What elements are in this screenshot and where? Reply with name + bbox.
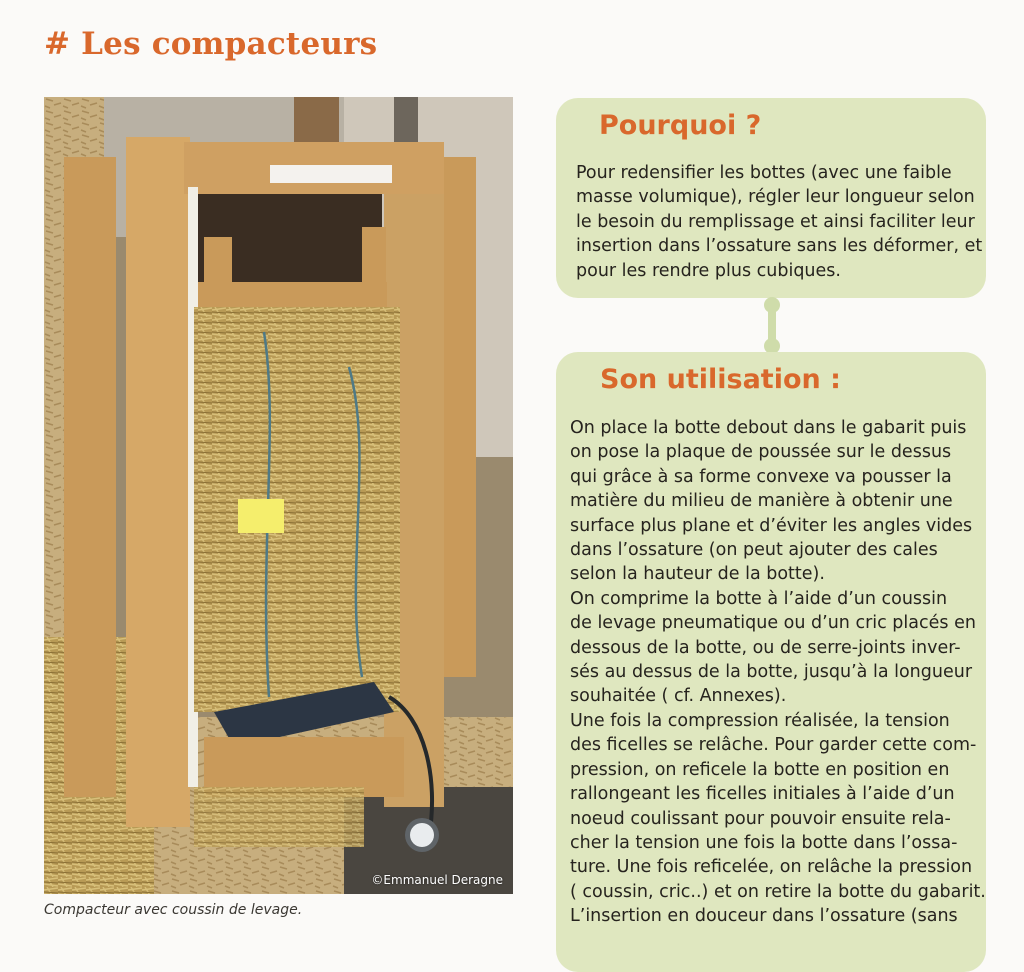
box-connector	[763, 296, 781, 356]
text-line: ture. Une fois reficelée, on relâche la pression	[570, 857, 973, 878]
text-line: insertion dans l’ossature sans les déformer, et	[576, 236, 983, 257]
page-title: # Les compacteurs	[44, 26, 378, 62]
text-line: surface plus plane et d’éviter les angles vides	[570, 515, 973, 536]
text-line: cher la tension une fois la botte dans l’ossa-	[570, 832, 958, 853]
utilisation-text	[570, 416, 985, 929]
text-line: Une fois la compression réalisée, la tension	[570, 710, 950, 731]
text-line: On place la botte debout dans le gabarit puis	[570, 418, 967, 438]
compactor-photo	[44, 97, 513, 894]
text-line: masse volumique), régler leur longueur selon	[576, 187, 975, 208]
text-line: ( coussin, cric..) et on retire la botte du gabarit.	[570, 881, 986, 902]
text-line: L’insertion en douceur dans l’ossature (sans	[570, 906, 958, 927]
text-line: selon la hauteur de la botte).	[570, 564, 825, 585]
photo-credit: ©Emmanuel Deragne	[371, 873, 503, 887]
text-line: rallongeant les ficelles initiales à l’aide d’un	[570, 784, 955, 805]
text-line: dans l’ossature (on peut ajouter des cales	[570, 540, 938, 561]
text-line: des ficelles se relâche. Pour garder cette com-	[570, 735, 977, 756]
text-line: souhaitée ( cf. Annexes).	[570, 686, 787, 707]
utilisation-title: Son utilisation :	[600, 364, 841, 395]
text-line: pression, on reficele la botte en position en	[570, 759, 950, 780]
text-line: dessous de la botte, ou de serre-joints inver-	[570, 637, 961, 658]
text-line: matière du milieu de manière à obtenir une	[570, 491, 953, 512]
text-line: le besoin du remplissage et ainsi faciliter leur	[576, 211, 975, 232]
text-line: pour les rendre plus cubiques.	[576, 260, 841, 281]
pourquoi-box	[556, 98, 986, 298]
compactor-illustration	[44, 97, 513, 894]
text-line: Pour redensifier les bottes (avec une faible	[576, 163, 952, 183]
photo-caption: Compacteur avec coussin de levage.	[44, 902, 303, 918]
text-line: on pose la plaque de poussée sur le dessus	[570, 442, 952, 463]
text-line: sés au dessus de la botte, jusqu’à la longueur	[570, 662, 973, 683]
pourquoi-title: Pourquoi ?	[599, 110, 762, 141]
text-line: noeud coulissant pour pouvoir ensuite rela-	[570, 808, 951, 829]
text-line: On comprime la botte à l’aide d’un coussin	[570, 588, 948, 609]
text-line: qui grâce à sa forme convexe va pousser la	[570, 466, 952, 487]
utilisation-box	[556, 352, 986, 972]
text-line: de levage pneumatique ou d’un cric placés en	[570, 613, 976, 634]
pourquoi-text	[576, 161, 986, 283]
